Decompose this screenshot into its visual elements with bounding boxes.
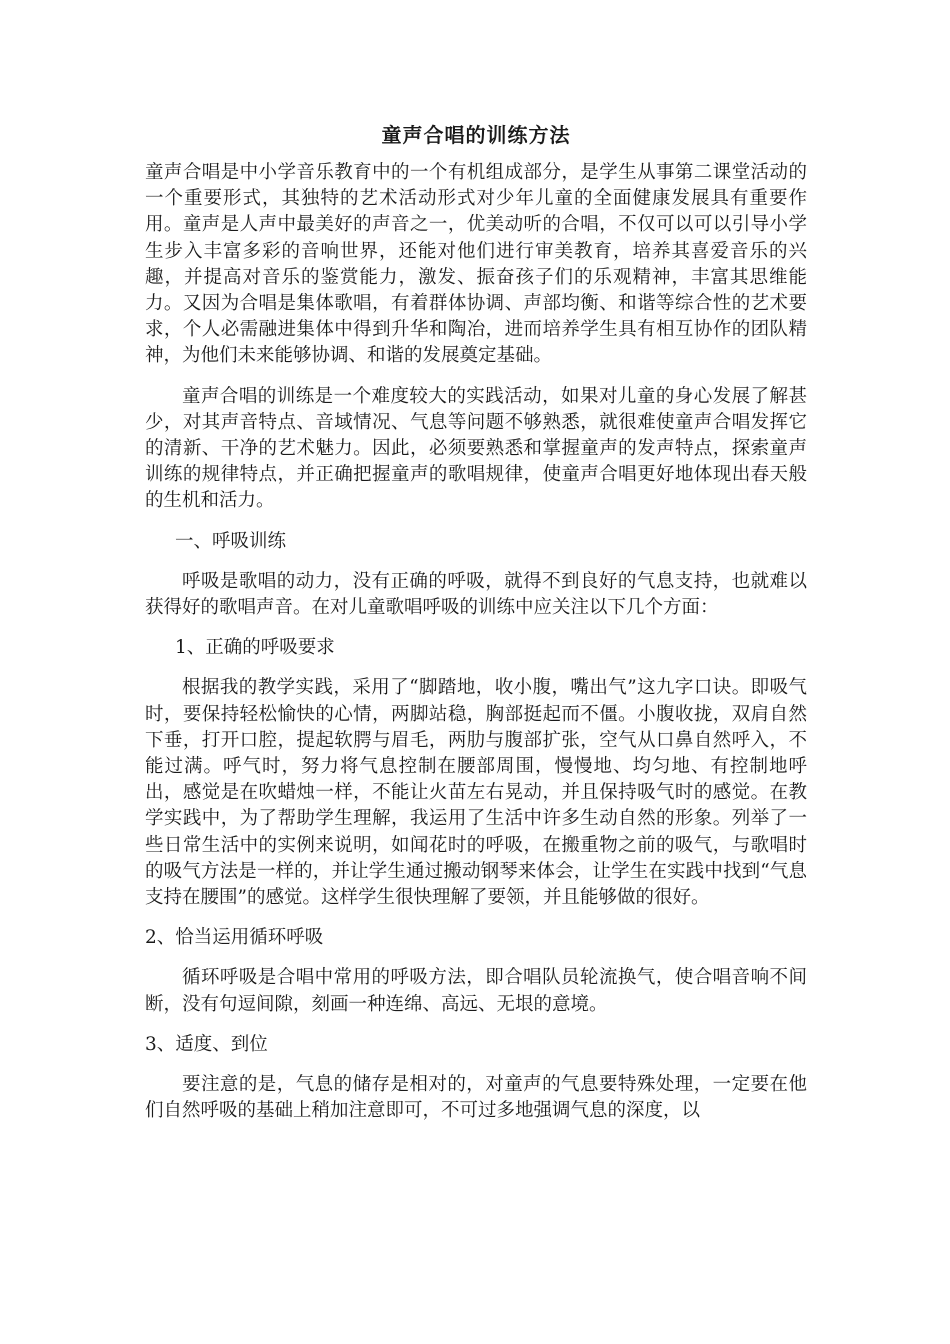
document-title: 童声合唱的训练方法 [381,123,571,147]
paragraph-intro: 童声合唱是中小学音乐教育中的一个有机组成部分，是学生从事第二课堂活动的一个重要形式，其独特的艺术活动形式对少年儿童的全面健康发展具有重要作用。童声是人声中最美好的声音之一，优美动听的合唱，不仅可以可以引导小学生步入丰富多彩的音响世界，还能对他们进行审美教育，培养其喜爱音乐的兴趣，并提高对音乐的鉴赏能力，激发、振奋孩子们的乐观精神，丰富其思维能力。又因为合唱是集体歌唱，有着群体协调、声部均衡、和谐等综合性的艺术要求，个人必需融进集体中得到升华和陶冶，进而培养学生具有相互协作的团队精神，为他们未来能够协调、和谐的发展奠定基础。 [145,162,807,367]
paragraph-correct-breathing: 根据我的教学实践，采用了“脚踏地，收小腹，嘴出气”这九字口诀。即吸气时，要保持轻松愉快的心情，两脚站稳，胸部挺起而不僵。小腹收拢，双肩自然下垂，打开口腔，提起软腭与眉毛，两肋与腹部扩张，空气从口鼻自然呼入，不能过满。呼气时，努力将气息控制在腰部周围，慢慢地、均匀地、有控制地呼出，感觉是在吹蜡烛一样，不能让火苗左右晃动，并且保持吸气时的感觉。在教学实践中，为了帮助学生理解，我运用了生活中许多生动自然的形象。列举了一些日常生活中的实例来说明，如闻花时的呼吸，在搬重物之前的吸气，与歌唱时的吸气方法是一样的，并让学生通过搬动钢琴来体会，让学生在实践中找到“气息支持在腰围”的感觉。这样学生很快理解了要领，并且能够做的很好。 [145,677,807,909]
document-page [145,120,807,1125]
subheading-correct-breathing: 1、正确的呼吸要求 [175,637,335,659]
subheading-moderate: 3、适度、到位 [145,1033,268,1055]
paragraph-moderate: 要注意的是，气息的储存是相对的，对童声的气息要特殊处理，一定要在他们自然呼吸的基础上稍加注意即可，不可过多地强调气息的深度，以 [145,1074,807,1122]
paragraph-circular-breathing: 循环呼吸是合唱中常用的呼吸方法，即合唱队员轮流换气，使合唱音响不间断，没有句逗间隙，刻画一种连绵、高远、无垠的意境。 [145,967,807,1015]
subheading-circular-breathing: 2、恰当运用循环呼吸 [145,927,324,949]
section-heading-breathing: 一、呼吸训练 [175,530,287,552]
paragraph-training-overview: 童声合唱的训练是一个难度较大的实践活动，如果对儿童的身心发展了解甚少，对其声音特点、音域情况、气息等问题不够熟悉，就很难使童声合唱发挥它的清新、干净的艺术魅力。因此，必须要熟悉和掌握童声的发声特点，探索童声训练的规律特点，并正确把握童声的歌唱规律，使童声合唱更好地体现出春天般的生机和活力。 [145,385,807,512]
paragraph-breathing-intro: 呼吸是歌唱的动力，没有正确的呼吸，就得不到良好的气息支持，也就难以获得好的歌唱声音。在对儿童歌唱呼吸的训练中应关注以下几个方面： [145,570,807,619]
